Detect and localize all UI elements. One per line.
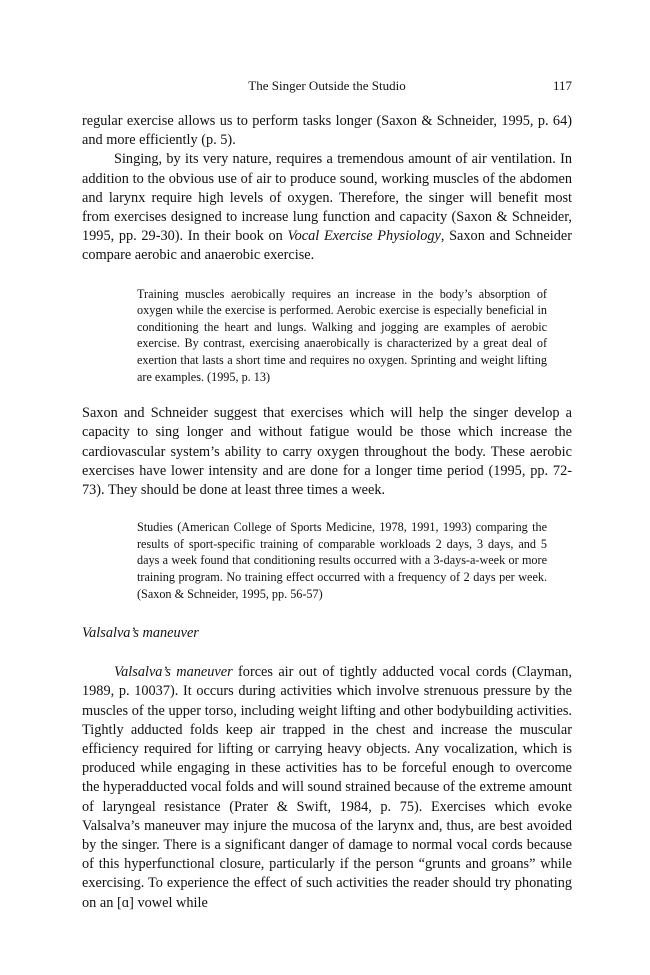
running-header [82, 78, 572, 98]
book-title: Vocal Exercise Physiology [287, 228, 441, 245]
section-heading: Valsalva’s maneuver [82, 625, 199, 642]
paragraph-saxon-schneider: Saxon and Schneider suggest that exercises which will help the singer develop a capacity to sing longer and without fatigue would be those which increase the cardiovascular system’s ability to carry oxygen throughout the body. These aerobic exercises have lower intensity and are done for a longer time period (1995, pp. 72-73). They should be done at least three times a week. [82, 405, 572, 498]
page-number: 117 [552, 78, 572, 93]
paragraph-valsalva-text: forces air out of tightly adducted vocal cords (Clayman, 1989, p. 10037). It occurs during activities which involve strenuous pressure by the muscles of the upper torso, including weight lifting and other bodybuilding activities. Tightly adducted folds keep air trapped in the chest and increase the muscular efficiency required for lifting or carrying heavy objects. Any vocalization, which is produced while engaging in these activities has to be forceful enough to overcome the hyperadducted vocal folds and will sound strained because of the extreme amount of laryngeal resistance (Prater & Swift, 1984, p. 75). Exercises which evoke Valsalva’s maneuver may injure the mucosa of the larynx and, thus, are best avoided by the singer. There is a significant danger of damage to normal vocal cords because of this hyperfunctional closure, particularly if the person “grunts and groans” while exercising. To experience the effect of such activities the reader should try phonating on an [ɑ] vowel while [82, 664, 572, 911]
valsalva-term: Valsalva’s maneuver [114, 664, 233, 681]
paragraph-singing-end: , Saxon and Schneider compare aerobic and anaerobic exercise. [82, 228, 573, 264]
paragraph-valsalva [82, 663, 572, 913]
block-quote-aerobic: Training muscles aerobically requires an increase in the body’s absorption of oxygen while the exercise is performed. Aerobic exercise is especially beneficial in conditioning the heart and lungs. Walking and jogging are examples of aerobic exercise. By contrast, exercising anaerobically is characterized by a great deal of exertion that lasts a short time and requires no oxygen. Sprinting and weight lifting are examples. (1995, p. 13) [137, 286, 547, 384]
page-body [82, 112, 572, 913]
paragraph-continuation: regular exercise allows us to perform tasks longer (Saxon & Schneider, 1995, p. 64) and more efficiently (p. 5). [82, 113, 572, 149]
paragraph-singing-text: Singing, by its very nature, requires a tremendous amount of air ventilation. In addition to the obvious use of air to produce sound, working muscles of the abdomen and larynx require high levels of oxygen. Therefore, the singer will benefit most from exercises designed to increase lung function and capacity (Saxon & Schneider, 1995, pp. 29-30). In their book on [82, 151, 572, 245]
running-title: The Singer Outside the Studio [248, 78, 406, 93]
block-quote-studies: Studies (American College of Sports Medicine, 1978, 1991, 1993) comparing the results of sport-specific training of comparable workloads 2 days, 3 days, and 5 days a week found that conditioning results occurred with a 3-days-a-week or more training program. No training effect occurred with a frequency of 2 days per week. (Saxon & Schneider, 1995, pp. 56-57) [137, 520, 547, 601]
paragraph-singing [82, 150, 572, 265]
